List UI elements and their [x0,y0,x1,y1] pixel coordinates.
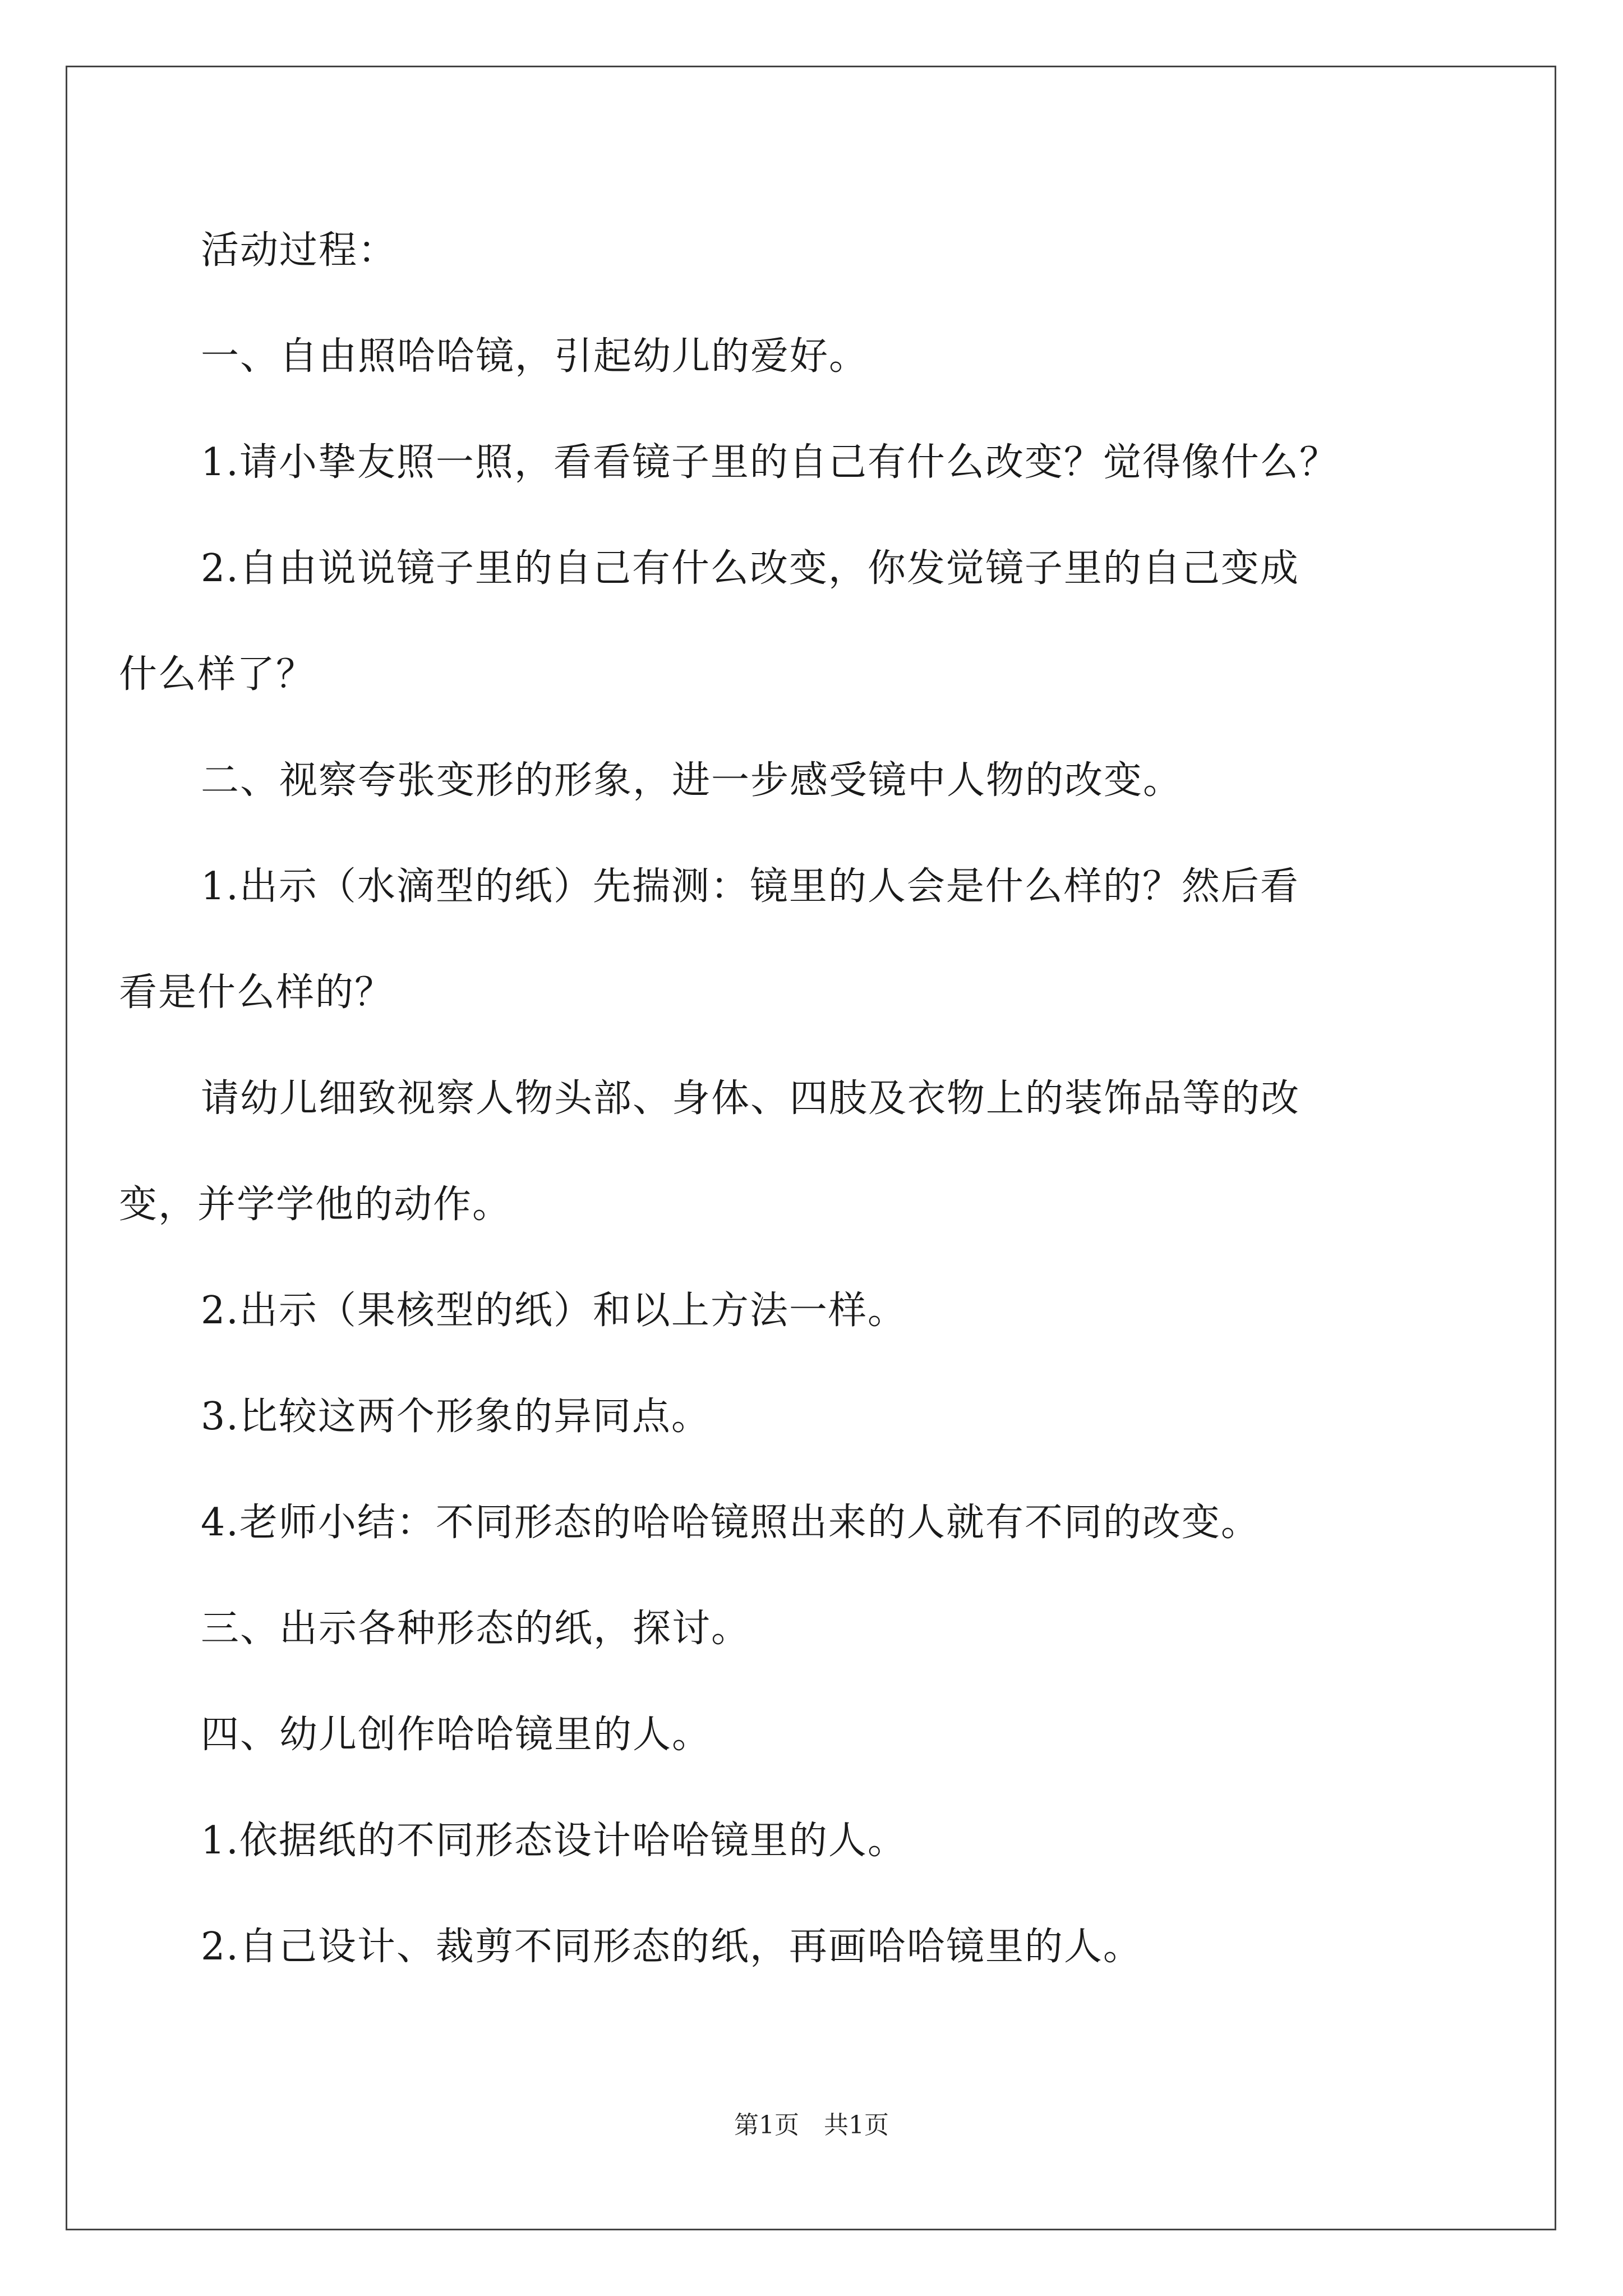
paragraph-continuation: 看是什么样的？ [119,970,394,1015]
paragraph-continuation: 什么样了？ [119,652,316,697]
paragraph: 活动过程： [201,228,398,273]
paragraph: 一、自由照哈哈镜，引起幼儿的爱好。 [201,334,869,379]
paragraph: 二、视察夸张变形的形象，进一步感受镜中人物的改变。 [201,758,1183,803]
paragraph: 1.出示（水滴型的纸）先揣测：镜里的人会是什么样的？然后看 [201,864,1299,909]
paragraph: 三、出示各种形态的纸，探讨。 [201,1607,751,1651]
paragraph: 1.依据纸的不同形态设计哈哈镜里的人。 [201,1819,907,1863]
paragraph: 2.出示（果核型的纸）和以上方法一样。 [201,1289,907,1333]
paragraph-continuation: 变，并学学他的动作。 [119,1182,512,1227]
paragraph: 2.自己设计、裁剪不同形态的纸，再画哈哈镜里的人。 [201,1925,1142,1969]
paragraph: 1.请小挚友照一照，看看镜子里的自己有什么改变？觉得像什么？ [201,440,1339,485]
paragraph: 2.自由说说镜子里的自己有什么改变，你发觉镜子里的自己变成 [201,546,1299,591]
paragraph: 3.比较这两个形象的异同点。 [201,1395,711,1439]
paragraph: 4.老师小结：不同形态的哈哈镜照出来的人就有不同的改变。 [201,1501,1260,1545]
page-number-footer: 第1页 共1页 [734,2111,889,2139]
page-frame [66,66,1556,2230]
paragraph: 四、幼儿创作哈哈镜里的人。 [201,1713,712,1757]
paragraph: 请幼儿细致视察人物头部、身体、四肢及衣物上的装饰品等的改 [201,1076,1301,1121]
